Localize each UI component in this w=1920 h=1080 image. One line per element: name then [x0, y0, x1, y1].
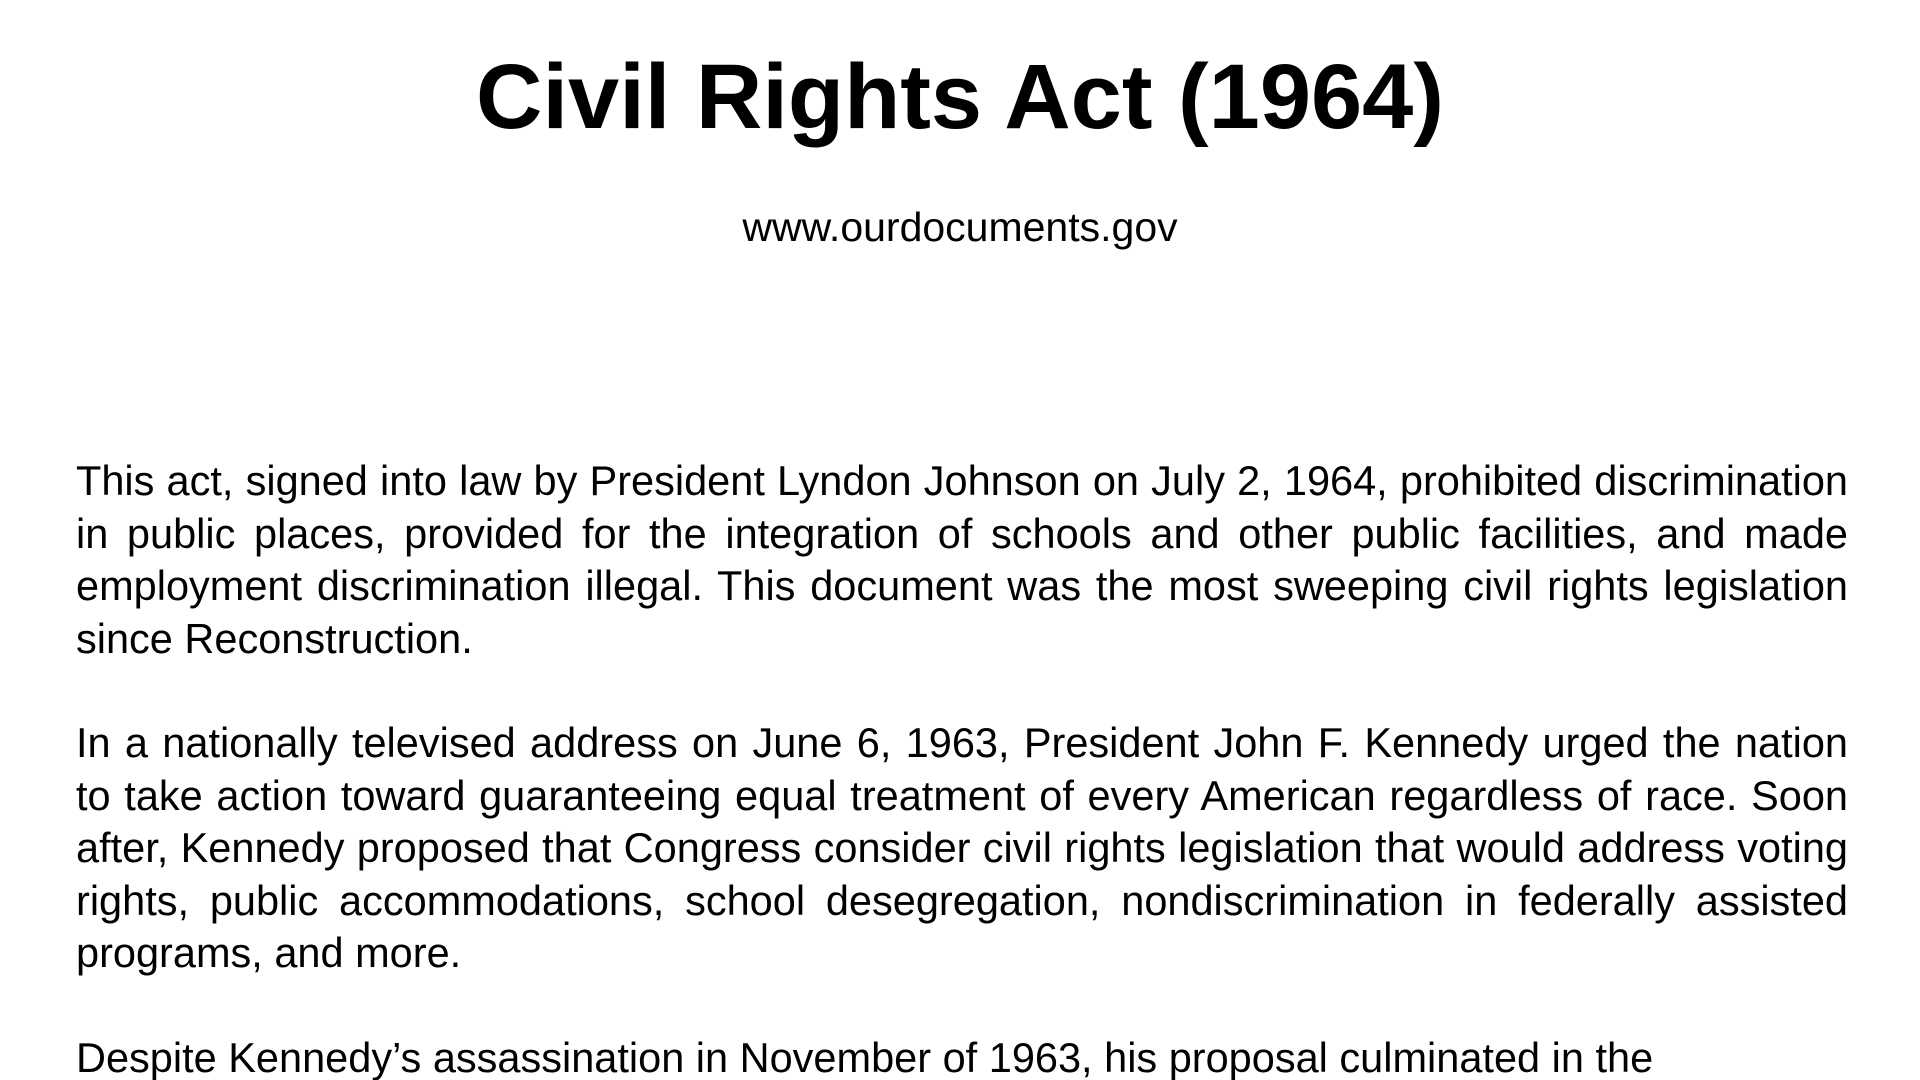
document-title: Civil Rights Act (1964)	[476, 46, 1444, 148]
body-paragraph-2: In a nationally televised address on June 6, 1963, President John F. Kennedy urged the nation to take action toward guaranteeing equal treatment of every American regardless of race. Soon after, Kennedy proposed that Congress consider civil rights legislation that would address voting rights, public accommodations, school desegregation, nondiscrimination in federally assisted programs, and more.	[76, 719, 1848, 976]
document-body	[76, 455, 1848, 1080]
body-paragraph-1: This act, signed into law by President Lyndon Johnson on July 2, 1964, prohibited discrimination in public places, provided for the integration of schools and other public facilities, and made employment discrimination illegal. This document was the most sweeping civil rights legislation since Reconstruction.	[76, 457, 1848, 662]
document-source-url: www.ourdocuments.gov	[742, 204, 1178, 250]
body-paragraph-3: Despite Kennedy’s assassination in November of 1963, his proposal culminated in the	[76, 1033, 1654, 1080]
